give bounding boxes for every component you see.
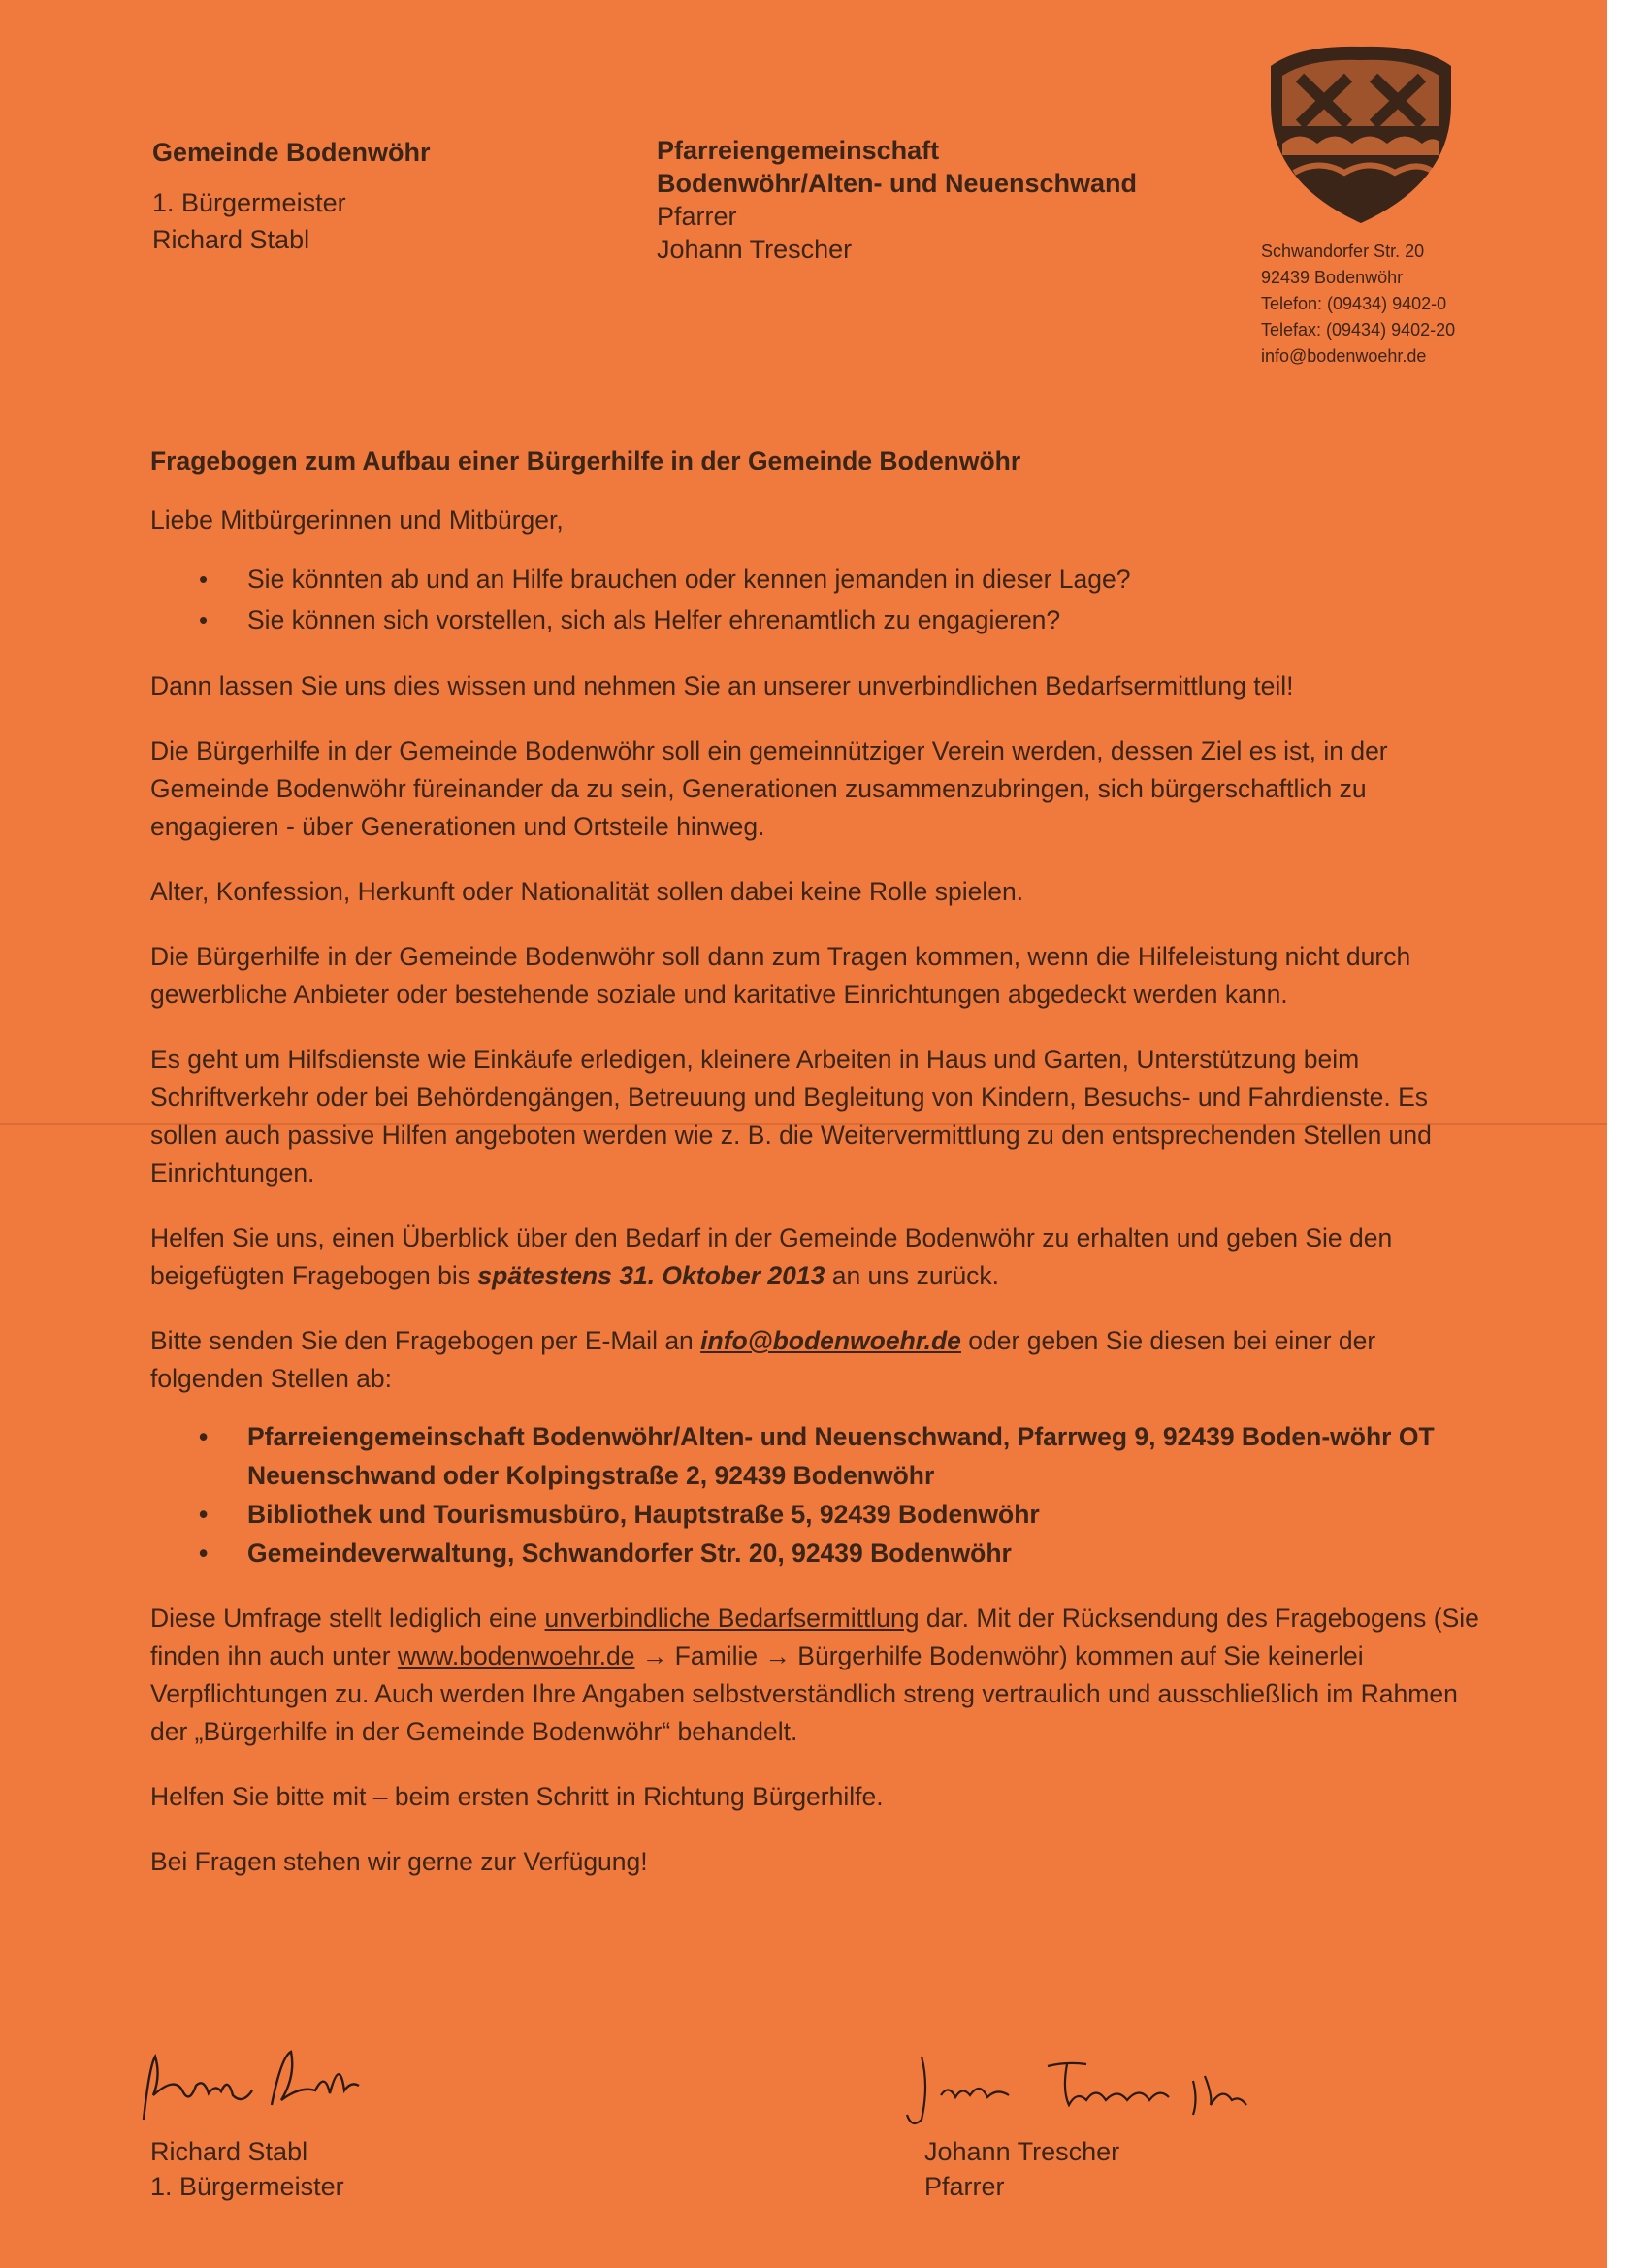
address-city: 92439 Bodenwöhr	[1261, 268, 1404, 287]
disclaimer-underlined: unverbindliche Bedarfsermittlung	[544, 1604, 920, 1633]
priest-signoff-name: Johann Trescher	[924, 2137, 1120, 2166]
priest-name: Johann Trescher	[657, 235, 853, 264]
paragraph-help: Helfen Sie bitte mit – beim ersten Schritt in Richtung Bürgerhilfe.	[150, 1782, 884, 1811]
paragraph-questions: Bei Fragen stehen wir gerne zur Verfügung!	[150, 1847, 648, 1876]
mayor-signoff-role: 1. Bürgermeister	[150, 2172, 344, 2201]
mayor-role: 1. Bürgermeister	[152, 188, 346, 217]
deadline-text-b: an uns zurück.	[824, 1261, 1000, 1290]
priest-signoff	[924, 2134, 1119, 2204]
paragraph-services: Es geht um Hilfsdienste wie Einkäufe erledigen, kleinere Arbeiten in Haus und Garten, Unterstützung beim Schriftverkehr oder bei Behördengängen, Betreuung und Begleitung von Kindern, Besuchs- und Fahrdienste. Es sollen auch passive Hilfen angeboten werden wie z. B. die Weitervermittlung zu den entsprechenden Stellen und Einrichtungen.	[150, 1045, 1432, 1187]
location-list	[150, 1417, 1489, 1572]
coat-of-arms-icon	[1261, 37, 1461, 227]
mayor-signature	[136, 2037, 369, 2134]
question-list	[150, 559, 1489, 640]
mayor-signoff-name: Richard Stabl	[150, 2137, 308, 2166]
paragraph-return	[150, 1322, 1489, 1398]
parish-name-line2: Bodenwöhr/Alten- und Neuenschwand	[657, 169, 1138, 198]
address-email: info@bodenwoehr.de	[1261, 346, 1427, 366]
return-text-b: oder geben Sie diesen bei einer der folgenden Stellen ab:	[150, 1326, 1376, 1393]
question-item: • Sie können sich vorstellen, sich als Helfer ehrenamtlich zu engagieren?	[247, 599, 1489, 640]
priest-role: Pfarrer	[657, 202, 737, 231]
address-fax: Telefax: (09434) 9402-20	[1261, 320, 1456, 340]
location-item: • Pfarreiengemeinschaft Bodenwöhr/Alten- und Neuenschwand, Pfarrweg 9, 92439 Boden-wöhr OT Neuenschwand oder Kolpingstraße 2, 92439 Bodenwöhr	[247, 1417, 1489, 1495]
mayor-name: Richard Stabl	[152, 225, 310, 254]
parish-header	[657, 134, 1137, 266]
paragraph-inclusion: Alter, Konfession, Herkunft oder Nationalität sollen dabei keine Rolle spielen.	[150, 877, 1024, 906]
parish-name-line1: Pfarreiengemeinschaft	[657, 136, 940, 165]
address-block	[1261, 239, 1455, 370]
disclaimer-text-b: dar. Mit der Rücksendung des Fragebogens (Sie finden ihn auch unter	[150, 1604, 1479, 1670]
priest-signature	[902, 2047, 1261, 2134]
salutation: Liebe Mitbürgerinnen und Mitbürger,	[150, 505, 564, 535]
address-street: Schwandorfer Str. 20	[1261, 242, 1425, 261]
letter-body	[150, 442, 1489, 1881]
mayor-signoff	[150, 2134, 344, 2204]
location-item: • Bibliothek und Tourismusbüro, Hauptstraße 5, 92439 Bodenwöhr	[247, 1495, 1489, 1534]
deadline-date: spätestens 31. Oktober 2013	[477, 1261, 825, 1290]
paragraph-scope: Die Bürgerhilfe in der Gemeinde Bodenwöhr soll dann zum Tragen kommen, wenn die Hilfeleistung nicht durch gewerbliche Anbieter oder bestehende soziale und karitative Einrichtungen abgedeckt werden kann.	[150, 942, 1411, 1009]
address-phone: Telefon: (09434) 9402-0	[1261, 294, 1447, 313]
municipality-name: Gemeinde Bodenwöhr	[152, 138, 431, 167]
paragraph-goal: Die Bürgerhilfe in der Gemeinde Bodenwöhr soll ein gemeinnütziger Verein werden, dessen Ziel es ist, in der Gemeinde Bodenwöhr füreinander da zu sein, Generationen zusammenzubringen, sich bürgerschaftlich zu engagieren - über Generationen und Ortsteile hinweg.	[150, 736, 1388, 841]
location-item: • Gemeindeverwaltung, Schwandorfer Str. 20, 92439 Bodenwöhr	[247, 1534, 1489, 1572]
paragraph-disclaimer	[150, 1600, 1489, 1751]
email-link[interactable]: info@bodenwoehr.de	[700, 1326, 961, 1355]
disclaimer-text-c: → Familie → Bürgerhilfe Bodenwöhr) kommen auf Sie keinerlei Verpflichtungen zu. Auch werden Ihre Angaben selbstverständlich streng vertraulich und ausschließlich im Rahmen der „Bürgerhilfe in der Gemeinde Bodenwöhr“ behandelt.	[150, 1641, 1458, 1746]
question-item: • Sie könnten ab und an Hilfe brauchen oder kennen jemanden in dieser Lage?	[247, 559, 1489, 599]
return-text-a: Bitte senden Sie den Fragebogen per E-Mail an	[150, 1326, 701, 1355]
municipality-header	[152, 134, 431, 258]
website-link[interactable]: www.bodenwoehr.de	[397, 1641, 635, 1670]
disclaimer-text-a: Diese Umfrage stellt lediglich eine	[150, 1604, 545, 1633]
deadline-text-a: Helfen Sie uns, einen Überblick über den Bedarf in der Gemeinde Bodenwöhr zu erhalten und geben Sie den beigefügten Fragebogen bis	[150, 1223, 1393, 1290]
letter-title: Fragebogen zum Aufbau einer Bürgerhilfe in der Gemeinde Bodenwöhr	[150, 446, 1021, 475]
paragraph-deadline	[150, 1219, 1489, 1295]
priest-signoff-role: Pfarrer	[924, 2172, 1005, 2201]
paragraph-invite: Dann lassen Sie uns dies wissen und nehmen Sie an unserer unverbindlichen Bedarfsermittlung teil!	[150, 671, 1294, 700]
